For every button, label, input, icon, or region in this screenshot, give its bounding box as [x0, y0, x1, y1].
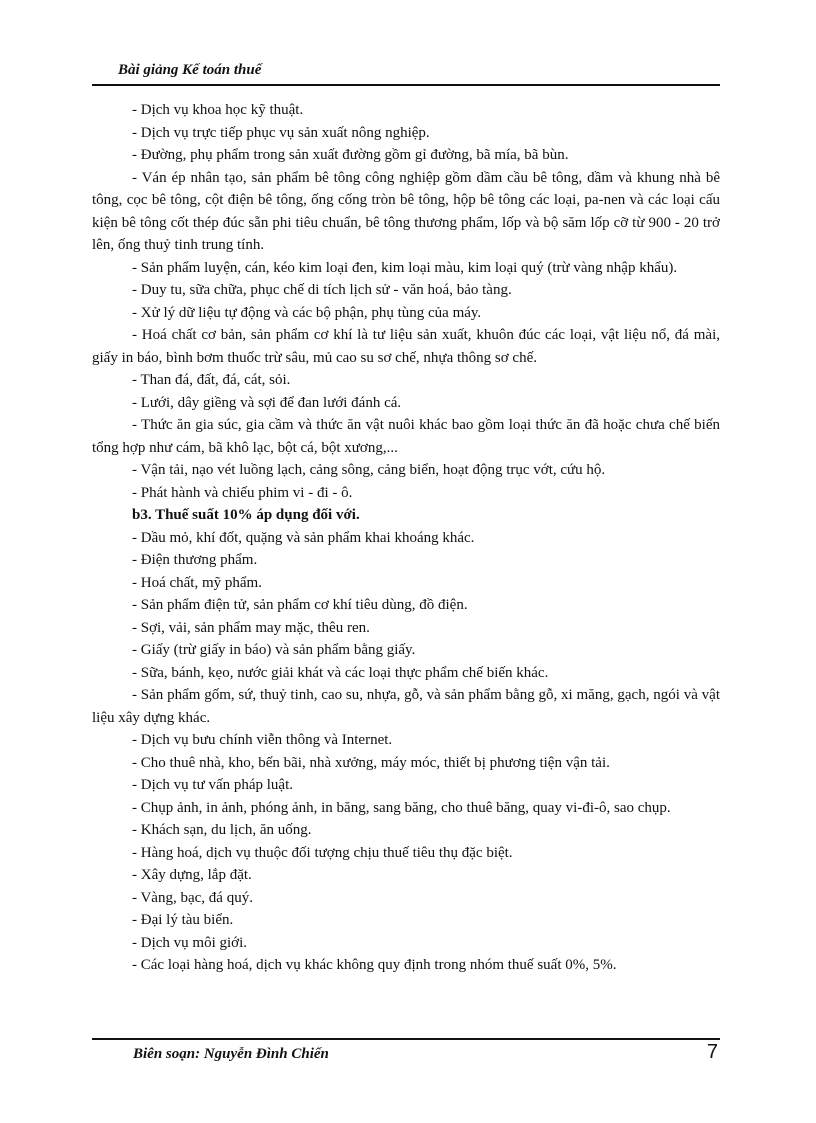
list-item: - Sản phẩm điện tử, sản phẩm cơ khí tiêu dùng, đồ điện.: [132, 597, 468, 613]
list-item: - Than đá, đất, đá, cát, sỏi.: [132, 372, 291, 388]
list-item: - Vàng, bạc, đá quý.: [132, 889, 253, 906]
list-item: - Xây dựng, lắp đặt.: [132, 867, 252, 883]
list-item: - Duy tu, sữa chữa, phục chế di tích lịch sử - văn hoá, bảo tàng.: [132, 282, 512, 298]
list-item: - Cho thuê nhà, kho, bến bãi, nhà xưởng, máy móc, thiết bị phương tiện vận tải.: [132, 754, 610, 771]
footer-divider: [92, 1038, 720, 1040]
list-item: - Chụp ảnh, in ảnh, phóng ảnh, in băng, sang băng, cho thuê băng, quay vi-đi-ô, sao chụp.: [132, 799, 671, 816]
list-item: - Vận tải, nạo vét luồng lạch, cảng sông, cảng biển, hoạt động trục vớt, cứu hộ.: [132, 462, 606, 478]
list-item: - Điện thương phẩm.: [132, 552, 258, 568]
list-item: - Phát hành và chiếu phim vi - đi - ô.: [132, 484, 353, 501]
list-item: - Dịch vụ tư vấn pháp luật.: [132, 777, 294, 793]
list-item: - Dịch vụ trực tiếp phục vụ sản xuất nông nghiệp.: [132, 124, 430, 141]
list-item: - Giấy (trừ giấy in báo) và sản phẩm bằng giấy.: [132, 642, 416, 658]
list-item: - Đường, phụ phẩm trong sản xuất đường gồm gỉ đường, bã mía, bã bùn.: [132, 147, 569, 163]
list-item: - Xử lý dữ liệu tự động và các bộ phận, phụ tùng của máy.: [132, 304, 482, 321]
document-body: [92, 99, 720, 977]
list-item: - Sợi, vải, sản phẩm may mặc, thêu ren.: [132, 619, 370, 636]
list-item: - Dịch vụ bưu chính viễn thông và Internet.: [132, 732, 393, 748]
section-heading: b3. Thuế suất 10% áp dụng đối với.: [132, 507, 360, 523]
list-item: - Sản phẩm luyện, cán, kéo kim loại đen, kim loại màu, kim loại quý (trừ vàng nhập khẩu).: [132, 259, 678, 276]
list-item: - Hoá chất, mỹ phẩm.: [132, 574, 262, 591]
list-item: - Các loại hàng hoá, dịch vụ khác không quy định trong nhóm thuế suất 0%, 5%.: [132, 957, 617, 973]
list-item: - Dịch vụ khoa học kỹ thuật.: [132, 102, 304, 118]
header-divider: [92, 84, 720, 86]
page-header-title: Bài giảng Kế toán thuế: [118, 62, 262, 78]
list-item: - Lưới, dây giềng và sợi để đan lưới đánh cá.: [132, 394, 402, 411]
list-item: - Hoá chất cơ bản, sản phẩm cơ khí là tư liệu sản xuất, khuôn đúc các loại, vật liệu nổ, đá mài, giấy in báo, bình bơm thuốc trừ sâu, mủ cao su sơ chế, nhựa thông sơ chế.: [92, 327, 720, 366]
list-item: - Khách sạn, du lịch, ăn uống.: [132, 822, 312, 838]
page-number: 7: [706, 1041, 718, 1063]
list-item: - Đại lý tàu biển.: [132, 912, 234, 928]
list-item: - Thức ăn gia súc, gia cầm và thức ăn vật nuôi khác bao gồm loại thức ăn đã hoặc chưa chế biến tổng hợp như cám, bã khô lạc, bột cá, bột xương,...: [92, 417, 720, 456]
list-item: - Sản phẩm gốm, sứ, thuỷ tinh, cao su, nhựa, gỗ, và sản phẩm bằng gỗ, xi măng, gạch, ngói và vật liệu xây dựng khác.: [92, 687, 720, 726]
footer-author: Biên soạn: Nguyễn Đình Chiến: [133, 1046, 329, 1062]
list-item: - Sữa, bánh, kẹo, nước giải khát và các loại thực phẩm chế biến khác.: [132, 664, 549, 681]
list-item: - Dịch vụ môi giới.: [132, 934, 248, 951]
list-item: - Ván ép nhân tạo, sản phẩm bê tông công nghiệp gồm dầm cầu bê tông, dầm và khung nhà bê tông, cọc bê tông, cột điện bê tông, ống cống tròn bê tông, hộp bê tông các loại, pa-nen và các loại cấu kiện bê tông cốt thép đúc sẵn phi tiêu chuẩn, bê tông thương phẩm, lốp và bộ săm lốp cỡ từ 900 - 20 trở lên, ống thuỷ tinh trung tính.: [92, 169, 720, 253]
list-item: - Hàng hoá, dịch vụ thuộc đối tượng chịu thuế tiêu thụ đặc biệt.: [132, 844, 513, 861]
list-item: - Dầu mỏ, khí đốt, quặng và sản phẩm khai khoáng khác.: [132, 529, 475, 546]
